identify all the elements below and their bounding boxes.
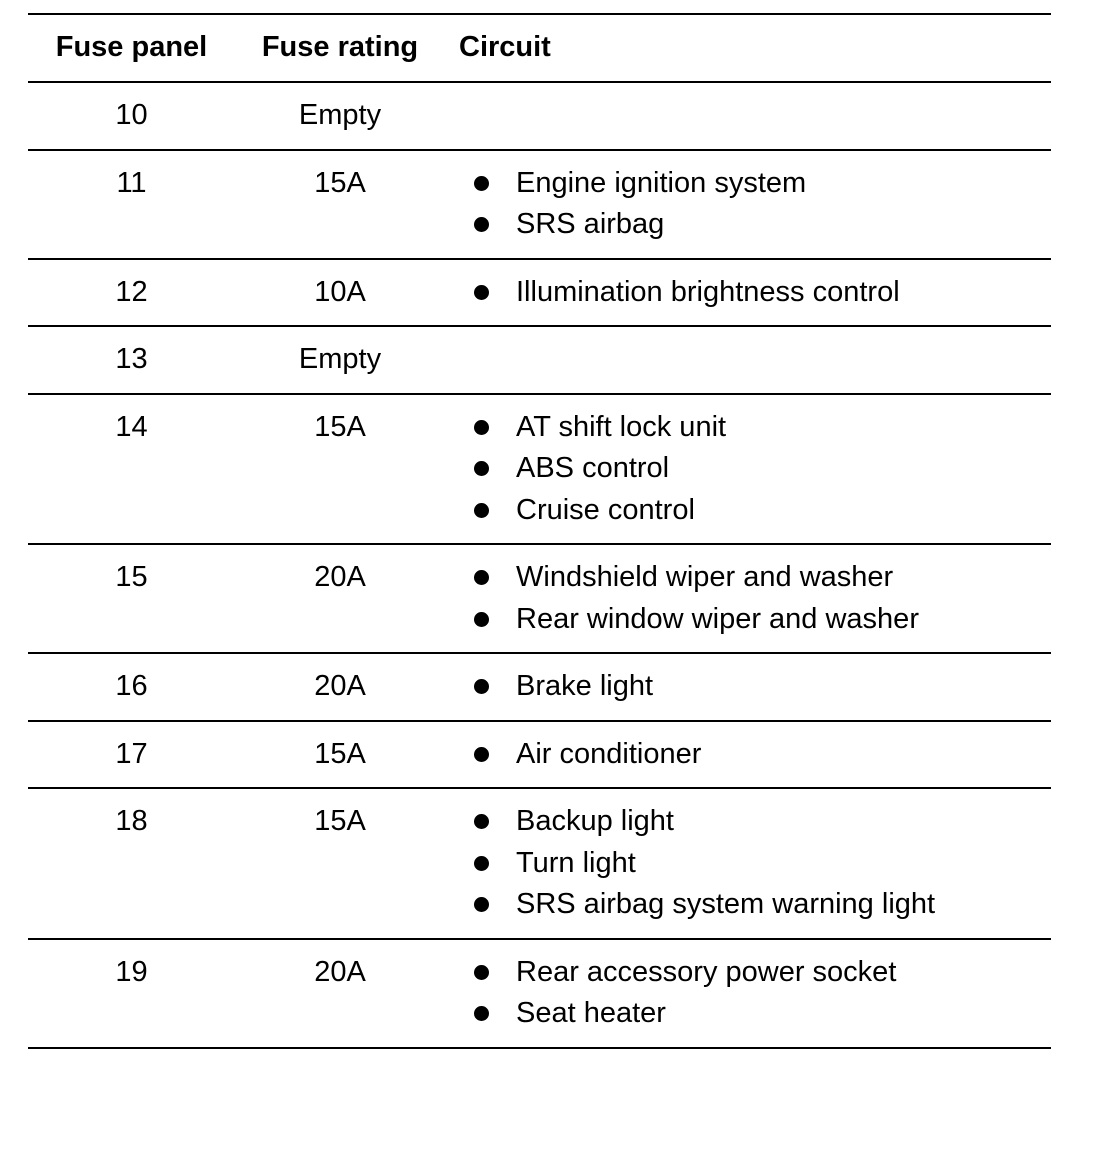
table-row — [28, 939, 1051, 1048]
table-row — [28, 653, 1051, 721]
bullet-icon — [474, 814, 489, 829]
circuit-list — [445, 163, 1051, 246]
circuit-cell — [445, 259, 1051, 327]
bullet-icon — [474, 612, 489, 627]
list-item — [473, 557, 1051, 599]
bullet-icon — [474, 461, 489, 476]
fuse-panel-number: 11 — [116, 166, 147, 199]
fuse-rating: 20A — [314, 955, 366, 988]
header-circuit: Circuit — [459, 31, 551, 64]
list-item — [473, 843, 1051, 885]
header-row — [28, 14, 1051, 82]
circuit-list — [445, 666, 1051, 708]
circuit-label: Turn light — [516, 846, 636, 879]
list-item — [473, 884, 1051, 926]
bullet-icon — [474, 570, 489, 585]
fuse-table — [28, 13, 1051, 1049]
fuse-rating: 15A — [314, 166, 366, 199]
circuit-label: Brake light — [516, 670, 654, 702]
list-item — [473, 448, 1051, 490]
fuse-panel-number: 17 — [115, 737, 148, 770]
circuit-list — [445, 407, 1051, 532]
bullet-icon — [474, 679, 489, 694]
circuit-label: Seat heater — [516, 997, 666, 1029]
list-item — [473, 204, 1051, 246]
fuse-panel-number: 10 — [115, 99, 148, 131]
fuse-rating: 15A — [314, 737, 366, 770]
list-item — [473, 952, 1051, 994]
circuit-label: Engine ignition system — [516, 166, 807, 199]
circuit-cell — [445, 150, 1051, 259]
circuit-cell — [445, 82, 1051, 150]
fuse-rating: 10A — [314, 275, 366, 308]
list-item — [473, 163, 1051, 205]
circuit-cell — [445, 721, 1051, 789]
list-item — [473, 666, 1051, 708]
table-row — [28, 326, 1051, 394]
circuit-cell — [445, 788, 1051, 939]
fuse-panel-number: 13 — [115, 343, 148, 375]
bullet-icon — [474, 1006, 489, 1021]
header-fuse-panel: Fuse panel — [55, 31, 208, 64]
circuit-cell — [445, 653, 1051, 721]
circuit-label: SRS airbag system warning light — [516, 888, 936, 920]
fuse-panel-number: 19 — [115, 955, 148, 988]
header-fuse-rating: Fuse rating — [261, 31, 419, 64]
circuit-list — [445, 272, 1051, 314]
circuit-label: Windshield wiper and washer — [516, 561, 894, 593]
circuit-label: Air conditioner — [516, 737, 702, 770]
bullet-icon — [474, 217, 489, 232]
circuit-label: Backup light — [516, 805, 674, 837]
list-item — [473, 801, 1051, 843]
bullet-icon — [474, 503, 489, 518]
list-item — [473, 490, 1051, 532]
circuit-label: ABS control — [516, 452, 670, 484]
fuse-rating: 15A — [314, 410, 366, 443]
table-row — [28, 82, 1051, 150]
bullet-icon — [474, 965, 489, 980]
bullet-icon — [474, 747, 489, 762]
bullet-icon — [474, 285, 489, 300]
circuit-label: Rear accessory power socket — [516, 955, 897, 988]
list-item — [473, 734, 1051, 776]
list-item — [473, 599, 1051, 641]
bullet-icon — [474, 420, 489, 435]
circuit-list — [445, 801, 1051, 926]
table-row — [28, 394, 1051, 545]
table-row — [28, 788, 1051, 939]
circuit-list — [445, 952, 1051, 1035]
circuit-label: Illumination brightness control — [516, 275, 900, 308]
fuse-panel-number: 18 — [115, 805, 148, 837]
bullet-icon — [474, 176, 489, 191]
circuit-cell — [445, 939, 1051, 1048]
table-row — [28, 544, 1051, 653]
table-row — [28, 150, 1051, 259]
fuse-panel-number: 15 — [115, 561, 148, 593]
circuit-label: Cruise control — [516, 493, 695, 526]
fuse-rating: 15A — [314, 805, 366, 837]
list-item — [473, 407, 1051, 449]
circuit-cell — [445, 394, 1051, 545]
fuse-rating: 20A — [314, 561, 366, 593]
circuit-cell — [445, 326, 1051, 394]
bullet-icon — [474, 897, 489, 912]
circuit-list — [445, 734, 1051, 776]
circuit-list — [445, 557, 1051, 640]
table-row — [28, 259, 1051, 327]
fuse-panel-number: 16 — [115, 670, 148, 702]
fuse-panel-number: 14 — [115, 410, 148, 443]
fuse-rating: Empty — [298, 343, 382, 375]
table-body — [28, 82, 1051, 1048]
circuit-label: Rear window wiper and washer — [516, 602, 919, 635]
fuse-rating: Empty — [298, 99, 382, 131]
circuit-cell — [445, 544, 1051, 653]
circuit-label: SRS airbag — [516, 208, 665, 240]
list-item — [473, 993, 1051, 1035]
fuse-rating: 20A — [314, 670, 366, 702]
table-header — [28, 14, 1051, 82]
list-item — [473, 272, 1051, 314]
fuse-panel-number: 12 — [115, 275, 148, 308]
bullet-icon — [474, 856, 489, 871]
table-row — [28, 721, 1051, 789]
circuit-label: AT shift lock unit — [516, 410, 727, 443]
